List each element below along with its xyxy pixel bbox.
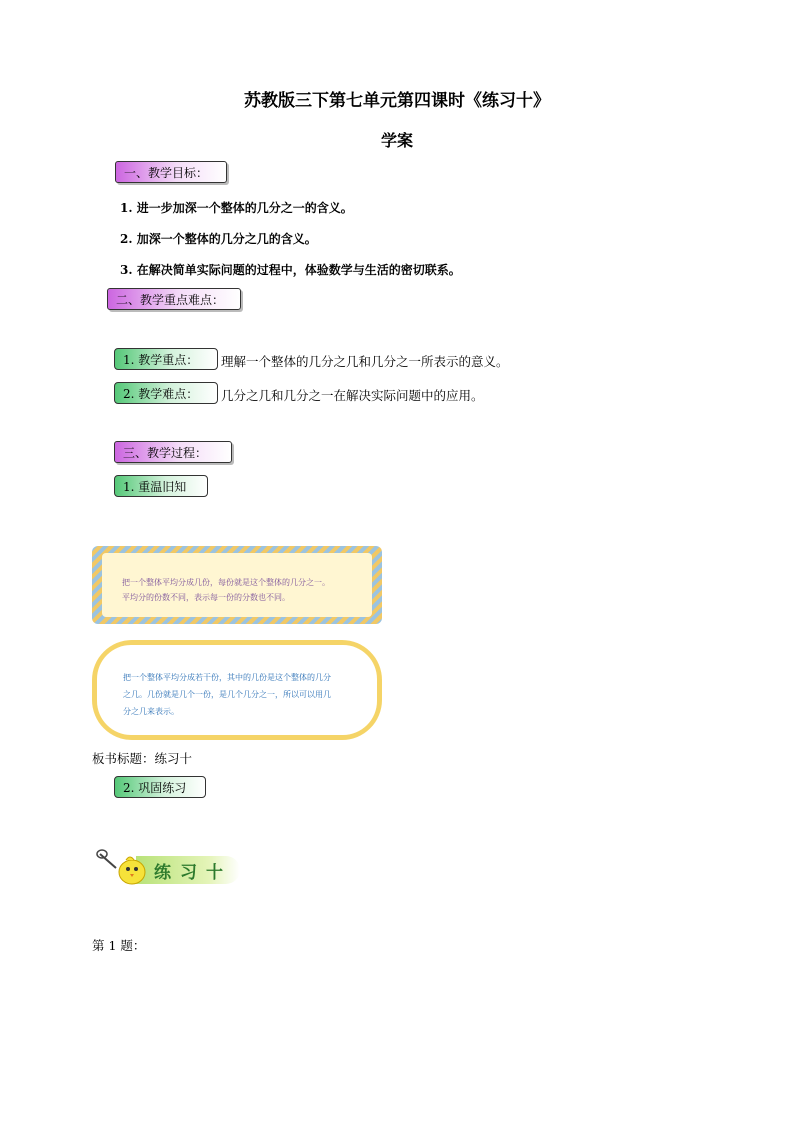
concept-card-line: 把一个整体平均分成若干份，其中的几份是这个整体的几分	[123, 673, 331, 682]
key-point-text: 理解一个整体的几分之几和几分之一所表示的意义。	[221, 354, 509, 369]
chick-mascot-icon	[96, 848, 156, 888]
concept-card-line: 把一个整体平均分成几份，每份就是这个整体的几分之一。	[122, 578, 330, 587]
concept-card-text	[122, 575, 382, 605]
concept-card-text	[123, 669, 361, 720]
page-subtitle: 学案	[380, 131, 413, 150]
section-label-key-points: 二、教学重点难点：	[107, 288, 241, 310]
step-practice-label: 2. 巩固练习	[114, 776, 206, 798]
concept-card-line: 之几。几份就是几个一份，是几个几分之一，所以可以用几	[123, 690, 331, 699]
exercise-banner	[96, 848, 246, 888]
section-label-objectives: 一、教学目标：	[115, 161, 227, 183]
page-title: 苏教版三下第七单元第四课时《练习十》	[244, 91, 550, 111]
key-point-label: 1. 教学重点：	[114, 348, 218, 370]
banner-title: 练习十	[154, 863, 232, 883]
difficult-point-label: 2. 教学难点：	[114, 382, 218, 404]
concept-card-fraction-parts	[92, 640, 382, 740]
board-title: 板书标题：练习十	[92, 751, 193, 766]
objective-item: 2. 加深一个整体的几分之几的含义。	[120, 232, 317, 246]
concept-card-line: 平均分的份数不同，表示每一份的分数也不同。	[122, 593, 290, 602]
objective-item: 3. 在解决简单实际问题的过程中，体验数学与生活的密切联系。	[120, 263, 461, 277]
objective-item: 1. 进一步加深一个整体的几分之一的含义。	[120, 201, 353, 215]
concept-card-body	[102, 553, 372, 617]
difficult-point-text: 几分之几和几分之一在解决实际问题中的应用。	[221, 388, 484, 403]
concept-card-body	[97, 645, 377, 735]
concept-card-fraction-unit	[92, 546, 382, 624]
concept-card-line: 分之几来表示。	[123, 707, 179, 716]
section-label-process: 三、教学过程：	[114, 441, 232, 463]
step-review-label: 1. 重温旧知	[114, 475, 208, 497]
question-1-label: 第 1 题：	[92, 938, 146, 953]
